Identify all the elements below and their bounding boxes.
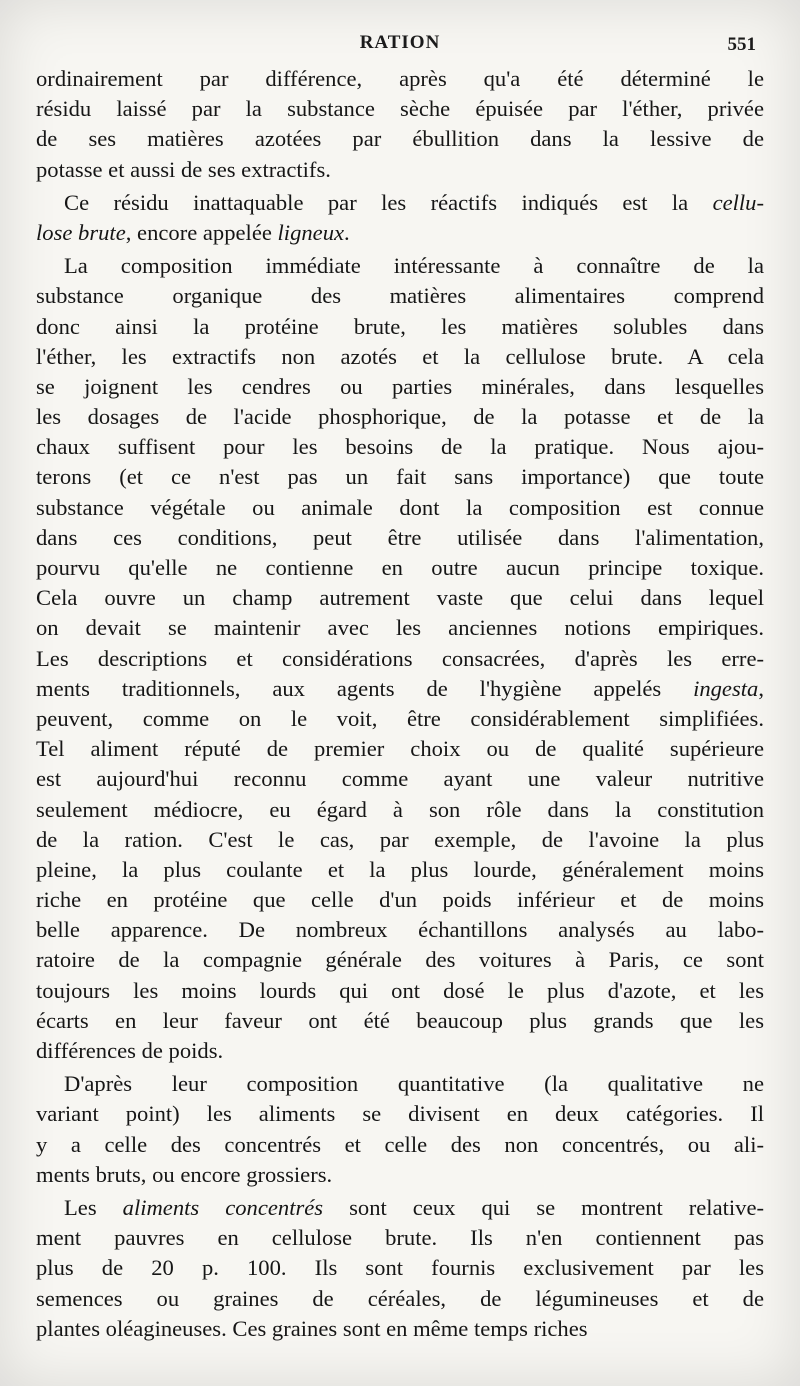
paragraph: [36, 251, 764, 1066]
text-segment: différences de poids.: [36, 1038, 224, 1063]
text-line: [36, 188, 764, 218]
text-segment: peuvent, comme on le voit, être considérablement simplifiées.: [36, 705, 764, 731]
text-segment: ratoire de la compagnie générale des voitures à Paris, ce sont: [36, 947, 764, 973]
text-segment: les dosages de l'acide phosphorique, de la potasse et de la: [36, 404, 764, 430]
text-segment: on devait se maintenir avec les anciennes notions empiriques.: [36, 615, 764, 641]
text-line: [36, 825, 764, 855]
text-line: [36, 1314, 764, 1344]
text-segment: potasse et aussi de ses extractifs.: [36, 156, 331, 182]
body-text: [36, 64, 764, 1344]
text-line: [36, 124, 764, 154]
text-line: [36, 553, 764, 583]
paragraph: [36, 1069, 764, 1190]
italic-text: ingesta: [693, 675, 759, 701]
text-line: [36, 1069, 764, 1099]
text-segment: est aujourd'hui reconnu comme ayant une valeur nutritive: [36, 766, 764, 792]
text-segment: l'éther, les extractifs non azotés et la cellulose brute. A cela: [36, 343, 764, 369]
text-segment: donc ainsi la protéine brute, les matières solubles dans: [36, 313, 764, 339]
text-segment: y a celle des concentrés et celle des non concentrés, ou ali-: [36, 1131, 764, 1157]
italic-text: aliments concentrés: [122, 1194, 324, 1220]
text-line: [36, 674, 764, 704]
italic-text: cellu-: [712, 189, 764, 215]
running-title: RATION: [359, 32, 441, 53]
text-segment: substance végétale ou animale dont la composition est connue: [36, 494, 764, 520]
text-line: [36, 312, 764, 342]
text-segment: de la ration. C'est le cas, par exemple, de l'avoine la plus: [36, 826, 764, 852]
italic-text: ligneux: [277, 219, 345, 245]
text-line: [36, 704, 764, 734]
paragraph: [36, 64, 764, 185]
text-line: [36, 218, 764, 248]
text-segment: chaux suffisent pour les besoins de la pratique. Nous ajou-: [36, 434, 764, 460]
text-segment: dans ces conditions, peut être utilisée dans l'alimentation,: [36, 524, 764, 550]
text-line: [36, 855, 764, 885]
text-segment: Les: [64, 1194, 123, 1220]
text-line: [36, 462, 764, 492]
text-segment: ments bruts, ou encore grossiers.: [36, 1161, 333, 1187]
text-line: [36, 644, 764, 674]
text-line: [36, 885, 764, 915]
text-line: [36, 1006, 764, 1036]
paragraph: [36, 188, 764, 248]
text-segment: riche en protéine que celle d'un poids inférieur et de moins: [36, 887, 764, 913]
paragraph: [36, 1193, 764, 1344]
text-segment: se joignent les cendres ou parties minérales, dans lesquelles: [36, 373, 764, 399]
text-segment: écarts en leur faveur ont été beaucoup plus grands que les: [36, 1007, 764, 1033]
text-line: [36, 764, 764, 794]
page-number: 551: [727, 34, 756, 55]
text-segment: belle apparence. De nombreux échantillons analysés au labo-: [36, 917, 764, 943]
text-segment: sont ceux qui se montrent relative-: [323, 1194, 764, 1220]
text-line: [36, 1160, 764, 1190]
text-segment: plus de 20 p. 100. Ils sont fournis exclusivement par les: [36, 1255, 764, 1281]
text-segment: plantes oléagineuses. Ces graines sont en même temps riches: [36, 1315, 588, 1341]
text-line: [36, 613, 764, 643]
text-segment: résidu laissé par la substance sèche épuisée par l'éther, privée: [36, 96, 764, 122]
text-line: [36, 1130, 764, 1160]
text-line: [36, 372, 764, 402]
text-segment: D'après leur composition quantitative (la qualitative ne: [64, 1071, 764, 1097]
text-segment: de ses matières azotées par ébullition dans la lessive de: [36, 126, 764, 152]
text-line: [36, 523, 764, 553]
running-header: [0, 30, 800, 64]
text-segment: seulement médiocre, eu égard à son rôle dans la constitution: [36, 796, 764, 822]
text-line: [36, 1099, 764, 1129]
text-segment: terons (et ce n'est pas un fait sans importance) que toute: [36, 464, 764, 490]
text-line: [36, 155, 764, 185]
text-segment: Tel aliment réputé de premier choix ou de qualité supérieure: [36, 736, 764, 762]
text-segment: ment pauvres en cellulose brute. Ils n'en contiennent pas: [36, 1225, 764, 1251]
text-line: [36, 1223, 764, 1253]
text-line: [36, 583, 764, 613]
text-segment: ments traditionnels, aux agents de l'hygiène appelés: [36, 675, 694, 701]
text-line: [36, 1193, 764, 1223]
text-segment: semences ou graines de céréales, de légumineuses et de: [36, 1285, 764, 1311]
text-line: [36, 915, 764, 945]
text-line: [36, 94, 764, 124]
text-line: [36, 976, 764, 1006]
text-line: [36, 795, 764, 825]
text-segment: .: [344, 219, 350, 245]
text-segment: , encore appelée: [125, 219, 278, 245]
text-segment: variant point) les aliments se divisent en deux catégories. Il: [36, 1101, 764, 1127]
text-segment: pourvu qu'elle ne contienne en outre aucun principe toxique.: [36, 555, 764, 580]
text-segment: La composition immédiate intéressante à connaître de la: [64, 253, 764, 279]
text-segment: toujours les moins lourds qui ont dosé le plus d'azote, et les: [36, 977, 764, 1003]
text-line: [36, 945, 764, 975]
text-segment: ordinairement par différence, après qu'a été déterminé le: [36, 66, 764, 91]
text-line: [36, 64, 764, 94]
text-segment: Ce résidu inattaquable par les réactifs indiqués est la: [64, 189, 713, 215]
text-line: [36, 402, 764, 432]
text-line: [36, 251, 764, 281]
text-segment: Cela ouvre un champ autrement vaste que celui dans lequel: [36, 585, 764, 611]
text-segment: ,: [758, 675, 764, 701]
text-segment: pleine, la plus coulante et la plus lourde, généralement moins: [36, 856, 764, 882]
text-line: [36, 493, 764, 523]
italic-text: lose brute: [36, 219, 126, 245]
text-line: [36, 1284, 764, 1314]
text-line: [36, 281, 764, 311]
text-line: [36, 432, 764, 462]
text-line: [36, 1036, 764, 1066]
text-segment: substance organique des matières alimentaires comprend: [36, 283, 764, 309]
text-line: [36, 734, 764, 764]
text-line: [36, 1253, 764, 1283]
text-segment: Les descriptions et considérations consacrées, d'après les erre-: [36, 645, 764, 671]
text-line: [36, 342, 764, 372]
